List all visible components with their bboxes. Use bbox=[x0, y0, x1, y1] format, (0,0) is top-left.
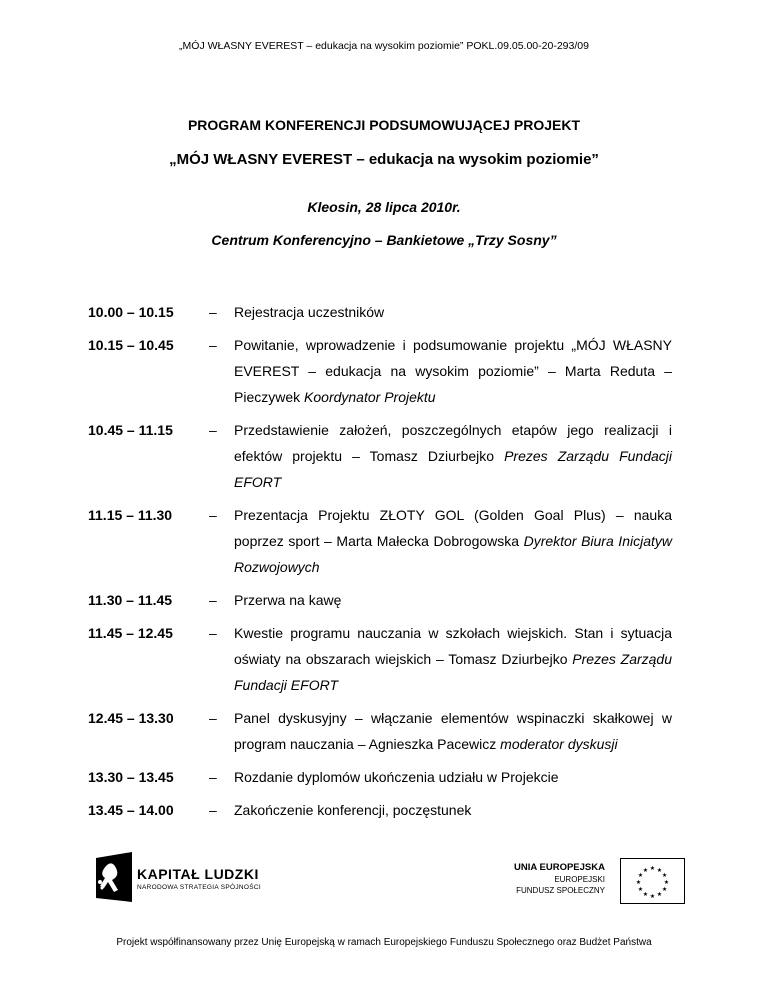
schedule-role: Koordynator Projektu bbox=[304, 389, 436, 405]
schedule-time: 13.45 – 14.00 bbox=[88, 802, 174, 818]
eu-star-icon: ★ bbox=[635, 880, 642, 886]
eu-star-icon: ★ bbox=[663, 880, 670, 886]
schedule-text: Prezentacja Projektu ZŁOTY GOL (Golden Goal Plus) – nauka poprzez sport – Marta Małecka Dobrogowska bbox=[234, 507, 672, 549]
schedule bbox=[88, 299, 672, 830]
schedule-dash: – bbox=[209, 802, 217, 818]
schedule-description bbox=[234, 705, 672, 757]
schedule-row bbox=[88, 502, 672, 580]
schedule-description bbox=[234, 797, 672, 823]
schedule-role: moderator dyskusji bbox=[500, 736, 618, 752]
schedule-time: 10.15 – 10.45 bbox=[88, 337, 174, 353]
eu-star-icon: ★ bbox=[649, 894, 656, 900]
eu-logo bbox=[505, 858, 685, 906]
schedule-time: 11.15 – 11.30 bbox=[88, 507, 173, 523]
schedule-dash: – bbox=[209, 592, 217, 608]
schedule-text: Przedstawienie założeń, poszczególnych etapów jego realizacji i efektów projektu – Tomasz Dziurbejko bbox=[234, 422, 672, 464]
schedule-text: Zakończenie konferencji, poczęstunek bbox=[234, 802, 472, 818]
eu-line1: UNIA EUROPEJSKA bbox=[514, 862, 605, 873]
schedule-time: 10.00 – 10.15 bbox=[88, 304, 174, 320]
eu-star-icon: ★ bbox=[637, 887, 644, 893]
schedule-row bbox=[88, 797, 672, 823]
schedule-row bbox=[88, 587, 672, 613]
schedule-row bbox=[88, 764, 672, 790]
eu-star-icon: ★ bbox=[642, 867, 649, 874]
document-title: PROGRAM KONFERENCJI PODSUMOWUJĄCEJ PROJEKT bbox=[187, 117, 581, 133]
schedule-role: Prezes Zarządu Fundacji EFORT bbox=[234, 651, 672, 693]
schedule-time: 10.45 – 11.15 bbox=[88, 422, 173, 438]
kapital-ludzki-logo bbox=[92, 852, 262, 902]
schedule-row bbox=[88, 332, 672, 410]
schedule-description bbox=[234, 620, 672, 698]
schedule-description bbox=[234, 299, 672, 325]
schedule-row bbox=[88, 299, 672, 325]
schedule-row bbox=[88, 417, 672, 495]
schedule-description bbox=[234, 764, 672, 790]
schedule-dash: – bbox=[209, 304, 217, 320]
schedule-dash: – bbox=[209, 769, 217, 785]
schedule-dash: – bbox=[209, 337, 217, 353]
page-header: „MÓJ WŁASNY EVEREST – edukacja na wysokim poziomie” POKL.09.05.00-20-293/09 bbox=[179, 40, 589, 52]
schedule-text: Powitanie, wprowadzenie i podsumowanie projektu „MÓJ WŁASNY EVEREST – edukacja na wysokim poziomie” – Marta Reduta – Pieczywek bbox=[234, 337, 672, 405]
page-footer: Projekt współfinansowany przez Unię Europejską w ramach Europejskiego Funduszu Społecznego oraz Budżet Państwa bbox=[116, 937, 652, 948]
eu-star-icon: ★ bbox=[661, 887, 668, 893]
schedule-text: Kwestie programu nauczania w szkołach wiejskich. Stan i sytuacja oświaty na obszarach wiejskich – Tomasz Dziurbejko bbox=[234, 625, 672, 667]
schedule-text: Rozdanie dyplomów ukończenia udziału w Projekcie bbox=[234, 769, 559, 785]
schedule-time: 12.45 – 13.30 bbox=[88, 710, 174, 726]
schedule-dash: – bbox=[209, 710, 217, 726]
date-place: Kleosin, 28 lipca 2010r. bbox=[307, 199, 461, 215]
eu-star-icon: ★ bbox=[656, 867, 663, 874]
eu-flag-icon bbox=[620, 858, 685, 904]
eu-star-icon: ★ bbox=[642, 892, 649, 899]
schedule-text: Przerwa na kawę bbox=[234, 592, 342, 608]
schedule-time: 11.30 – 11.45 bbox=[88, 592, 173, 608]
schedule-text: Rejestracja uczestników bbox=[234, 304, 385, 320]
eu-star-icon: ★ bbox=[649, 866, 656, 872]
schedule-role: Prezes Zarządu Fundacji EFORT bbox=[234, 448, 672, 490]
schedule-time: 11.45 – 12.45 bbox=[88, 625, 173, 641]
eu-star-icon: ★ bbox=[637, 873, 644, 879]
eu-line3: FUNDUSZ SPOŁECZNY bbox=[516, 886, 605, 895]
schedule-dash: – bbox=[209, 422, 217, 438]
schedule-row bbox=[88, 705, 672, 757]
project-name: „MÓJ WŁASNY EVEREST – edukacja na wysokim poziomie” bbox=[169, 151, 599, 168]
schedule-dash: – bbox=[209, 625, 217, 641]
schedule-description bbox=[234, 417, 672, 495]
eu-line2: EUROPEJSKI bbox=[554, 875, 605, 884]
venue: Centrum Konferencyjno – Bankietowe „Trzy Sosny” bbox=[211, 232, 557, 248]
eu-star-icon: ★ bbox=[656, 892, 663, 899]
schedule-description bbox=[234, 502, 672, 580]
schedule-text: Panel dyskusyjny – włączanie elementów wspinaczki skałkowej w program nauczania – Agnieszka Pacewicz bbox=[234, 710, 672, 752]
logo-bar bbox=[0, 852, 768, 912]
schedule-role: Dyrektor Biura Inicjatyw Rozwojowych bbox=[234, 533, 672, 575]
schedule-description bbox=[234, 587, 672, 613]
schedule-description bbox=[234, 332, 672, 410]
schedule-dash: – bbox=[209, 507, 217, 523]
kl-title: KAPITAŁ LUDZKI bbox=[137, 866, 259, 882]
eu-star-icon: ★ bbox=[661, 873, 668, 879]
kapital-ludzki-icon bbox=[92, 852, 134, 902]
schedule-row bbox=[88, 620, 672, 698]
schedule-time: 13.30 – 13.45 bbox=[88, 769, 174, 785]
kl-subtitle: NARODOWA STRATEGIA SPÓJNOŚCI bbox=[137, 884, 261, 891]
